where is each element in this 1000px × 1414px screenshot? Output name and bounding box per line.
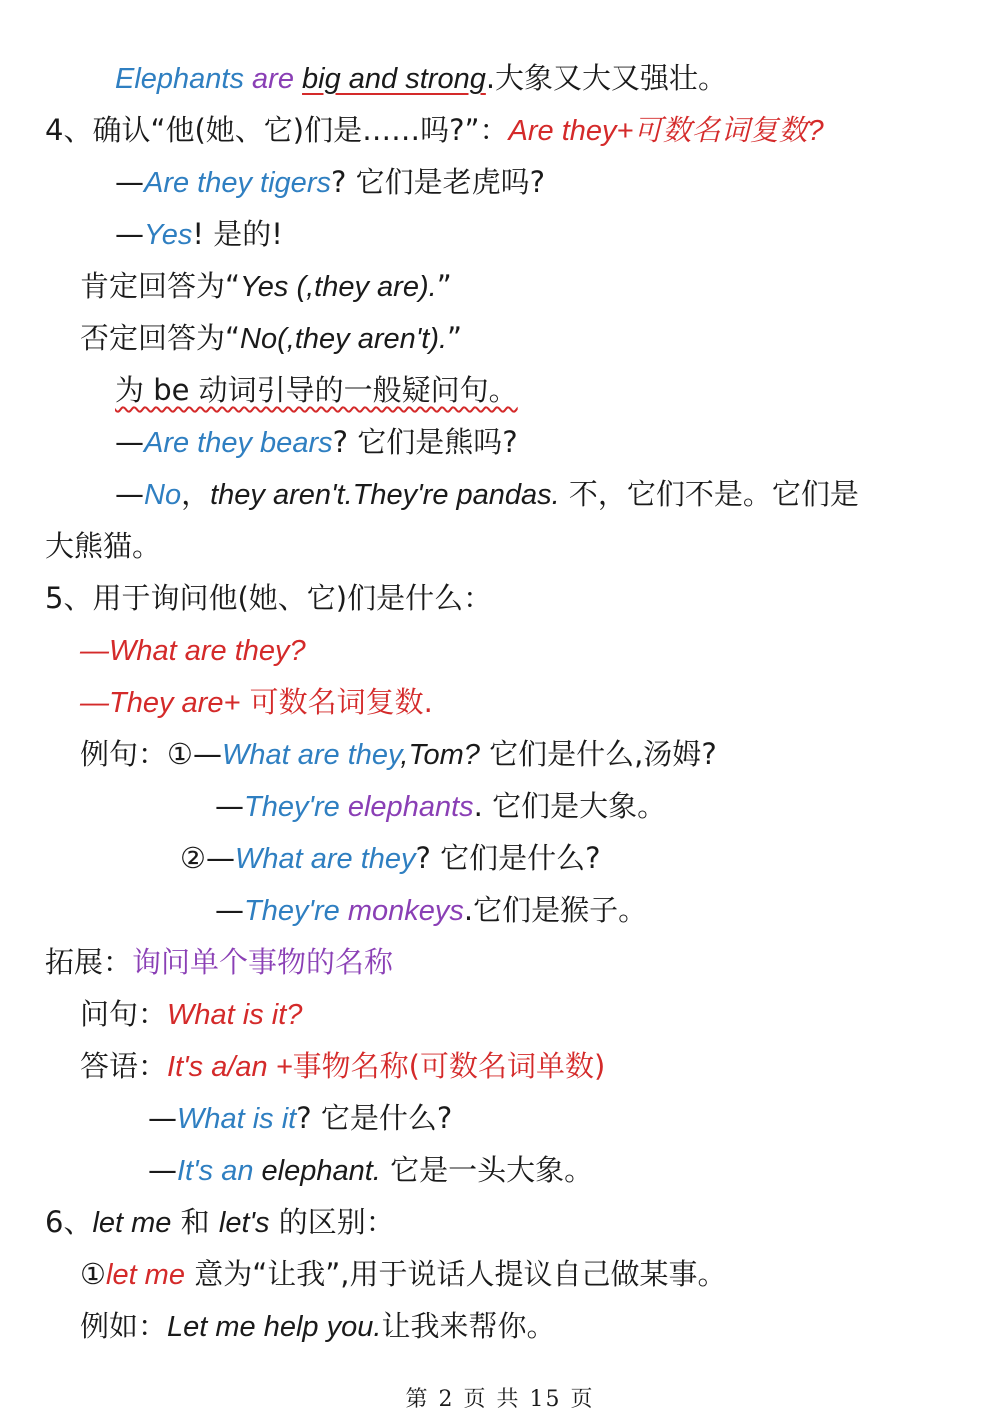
text-translation: ! 是的! — [192, 217, 283, 251]
dash: — — [115, 425, 144, 459]
quote-close: ” — [436, 269, 452, 303]
dash: — — [215, 789, 244, 823]
text-what-are-they: What are they — [222, 739, 401, 771]
heading-5-label: 5、用于询问他(她、它)们是什么： — [45, 581, 493, 615]
label: 肯定回答为“ — [80, 269, 241, 303]
text-elephants: Elephants — [115, 63, 244, 95]
text-translation: ? 它们是什么? — [415, 841, 601, 875]
text-what-is-it: What is it — [177, 1103, 297, 1135]
text-translation: ? 它是什么? — [296, 1101, 453, 1135]
text-translation: 它是一头大象。 — [380, 1153, 594, 1187]
text-yes: Yes — [144, 219, 193, 251]
text-no: No — [144, 479, 182, 511]
label: 否定回答为“ — [80, 321, 241, 355]
text-theyre: They're — [244, 895, 348, 927]
dialog-elephant — [148, 1152, 593, 1189]
text-difference: 的区别： — [269, 1205, 395, 1239]
text-translation: 它们是什么,汤姆? — [479, 737, 717, 771]
heading-4-label: 4、确认“他(她、它)们是……吗?”： — [45, 113, 509, 147]
text-are-they-bears: Are they bears — [144, 427, 333, 459]
text-they-arent: they aren't.They're pandas. — [210, 479, 560, 511]
text-singular-noun: 事物名称(可数名词单数) — [292, 1049, 606, 1083]
line-elephants-example — [115, 60, 727, 97]
text-note: 为 be 动词引导的一般疑问句。 — [115, 373, 518, 407]
dash: — — [115, 217, 144, 251]
dash: — — [215, 893, 244, 927]
let-me-definition — [80, 1256, 726, 1293]
label: 拓展： — [45, 945, 133, 979]
text-what-are-they: —What are they? — [80, 635, 306, 667]
note-be-question — [115, 372, 518, 408]
heading-6 — [45, 1204, 395, 1241]
dialog-pandas-cont — [45, 528, 161, 564]
dialog-bears — [115, 424, 518, 461]
text-they-are: —They are+ — [80, 687, 241, 719]
dash: — — [115, 477, 144, 511]
text-let-me: let me — [106, 1259, 185, 1291]
positive-answer-rule — [80, 268, 452, 305]
example-1-answer — [215, 788, 666, 825]
dash: — — [148, 1153, 177, 1187]
text-translation: ? 它们是老虎吗? — [330, 165, 545, 199]
circled-number: ① — [80, 1257, 106, 1291]
text-theyre: They're — [244, 791, 348, 823]
text-tom: ,Tom? — [400, 739, 480, 771]
text-monkeys: monkeys — [347, 895, 464, 927]
text-elephant: elephant. — [253, 1155, 381, 1187]
dialog-tigers — [115, 164, 545, 201]
text-its-a-an: It's a/an + — [167, 1051, 293, 1083]
label: 例句：①— — [80, 737, 222, 771]
dialog-what-is-it — [148, 1100, 452, 1137]
text-are-they-tigers: Are they tigers — [144, 167, 331, 199]
heading-4 — [45, 112, 824, 149]
text-what-are-they: What are they — [235, 843, 416, 875]
text-translation: 不，它们不是。它们是 — [559, 477, 859, 511]
text-are: are — [244, 63, 303, 95]
text-no-they-arent: No(,they aren't). — [240, 323, 448, 355]
text-translation: ? 它们是熊吗? — [332, 425, 518, 459]
dialog-yes — [115, 216, 283, 253]
text-definition: 意为“让我”,用于说话人提议自己做某事。 — [184, 1257, 727, 1291]
label: ②— — [180, 841, 235, 875]
text-translation: .它们是猴子。 — [463, 893, 648, 927]
label: 答语： — [80, 1049, 168, 1083]
text-its-an: It's an — [177, 1155, 254, 1187]
pattern-answer — [80, 684, 433, 721]
text-what-is-it: What is it? — [167, 999, 303, 1031]
text-translation: .大象又大又强壮。 — [485, 61, 728, 95]
pattern-question — [80, 632, 306, 669]
text-translation-cont: 大熊猫。 — [45, 529, 162, 563]
text-yes-they-are: Yes (,they are). — [240, 271, 437, 303]
text-lets: let's — [218, 1207, 270, 1239]
extension-question — [80, 996, 302, 1033]
label: 问句： — [80, 997, 168, 1031]
text-ask-single-thing: 询问单个事物的名称 — [132, 945, 394, 979]
text-translation: . 它们是大象。 — [473, 789, 667, 823]
label: 例如： — [80, 1309, 168, 1343]
text-and: 和 — [171, 1205, 219, 1239]
page-footer: 第 2 页 共 15 页 — [405, 1387, 595, 1412]
example-2-answer — [215, 892, 647, 929]
text-translation: 让我来帮你。 — [381, 1309, 556, 1343]
example-1-question — [80, 736, 717, 773]
period: . — [423, 685, 433, 719]
dialog-pandas — [115, 476, 859, 513]
dash: — — [148, 1101, 177, 1135]
heading-4-formula: Are they+可数名词复数? — [508, 115, 824, 147]
extension-heading — [45, 944, 393, 980]
extension-answer — [80, 1048, 605, 1085]
heading-5 — [45, 580, 492, 616]
text-let-me-help-you: Let me help you. — [167, 1311, 382, 1343]
quote-close: ” — [447, 321, 463, 355]
let-me-example — [80, 1308, 555, 1345]
label: 6、 — [45, 1205, 93, 1239]
text-plural-noun: 可数名词复数 — [240, 685, 424, 719]
negative-answer-rule — [80, 320, 462, 357]
text-elephants: elephants — [347, 791, 474, 823]
text-let-me: let me — [92, 1207, 172, 1239]
comma: ， — [181, 477, 211, 511]
dash: — — [115, 165, 144, 199]
example-2-question — [180, 840, 601, 877]
text-big-and-strong: big and strong — [302, 63, 486, 95]
